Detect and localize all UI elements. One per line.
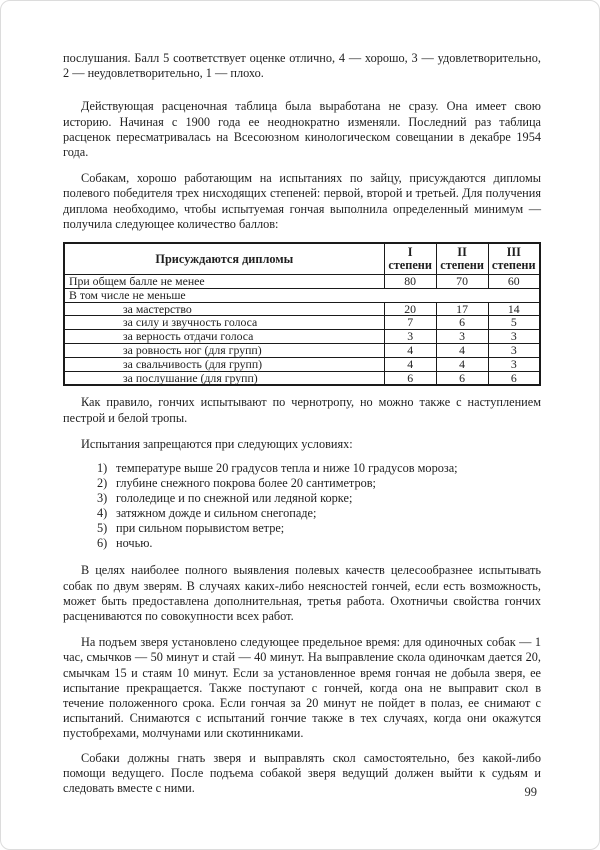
table-row-voice-strength: [64, 316, 540, 330]
row-value: 60: [488, 275, 540, 289]
table-row-obedience: [64, 371, 540, 385]
table-row-mastery: [64, 302, 540, 316]
conditions-list: [63, 461, 541, 550]
row-value: 20: [384, 302, 436, 316]
degree-3-label: степени: [491, 258, 536, 273]
list-item: [97, 476, 541, 491]
row-value: 3: [488, 344, 540, 358]
row-label: за силу и звучность голоса: [64, 316, 384, 330]
row-value: 3: [488, 357, 540, 371]
row-label: за ровность ног (для групп): [64, 344, 384, 358]
paragraph-trail-types: Как правило, гончих испытывают по чернотропу, но можно также с наступлением пестрой и белой тропы.: [63, 395, 541, 425]
paragraph-independence: Собаки должны гнать зверя и выправлять скол самостоятельно, без какой-либо помощи ведущего. После подъема собакой зверя ведущий должен выйти к судьям и следовать вместе с ними.: [63, 750, 541, 796]
row-value: 3: [436, 330, 488, 344]
row-value: 6: [384, 371, 436, 385]
row-value: 4: [436, 357, 488, 371]
list-item: [97, 536, 541, 551]
row-label: за мастерство: [64, 302, 384, 316]
table-row-pack-unity: [64, 357, 540, 371]
list-item-text: при сильном порывистом ветре;: [116, 520, 285, 535]
table-header-row: [64, 243, 540, 275]
row-value: 14: [488, 302, 540, 316]
paragraph-two-beasts: В целях наиболее полного выявления полевых качеств целесообразнее испытывать собак по двум зверям. В случаях каких-либо неясностей гончей, если есть возможность, может быть предоставлена дополнительная, третья работа. Охотничьи свойства гончих расцениваются по совокупности всех работ.: [63, 563, 541, 624]
paragraph-conditions-intro: Испытания запрещаются при следующих условиях:: [81, 436, 353, 451]
row-value: 7: [384, 316, 436, 330]
list-item-text: затяжном дожде и сильном снегопаде;: [116, 505, 317, 520]
paragraph-diplomas-intro: Собакам, хорошо работающим на испытаниях по зайцу, присуждаются дипломы полевого победителя трех нисходящих степеней: первой, второй и третьей. Для получения диплома необходимо, чтобы испытуемая гончая выполнила определенный минимум — получила следующее количество баллов:: [63, 171, 541, 231]
page-number: 99: [524, 785, 537, 799]
row-label: за верность отдачи голоса: [64, 330, 384, 344]
degree-1-numeral: I: [407, 245, 413, 260]
row-value: 4: [436, 344, 488, 358]
row-value: 3: [384, 330, 436, 344]
list-item-number: 6): [97, 535, 108, 550]
table-row-including: [64, 288, 540, 302]
list-item-text: ночью.: [116, 535, 153, 550]
degree-2-numeral: II: [457, 245, 467, 260]
list-item-number: 3): [97, 490, 108, 505]
paragraph-time-limits: На подъем зверя установлено следующее предельное время: для одиночных собак — 1 час, смычков — 50 минут и стай — 40 минут. На выправление скола одиночкам дается 20, смычкам 15 и стаям 10 минут. Если за установленное время гончая не добыла зверя, ее испытание прекращается. Также поступают с гончей, когда она не выправит скол в течение положенного срока. Если гончая за 20 минут не пойдет в полаз, ее снимают с испытаний. Снимаются с испытаний гончие также в тех случаях, когда они окажутся пустобрехами, молчунами или скотинниками.: [63, 635, 541, 741]
row-value: 3: [488, 330, 540, 344]
list-item: [97, 506, 541, 521]
list-item: [97, 461, 541, 476]
list-item-number: 1): [97, 461, 108, 476]
row-value: 17: [436, 302, 488, 316]
list-item-number: 4): [97, 505, 108, 520]
row-value: 80: [384, 275, 436, 289]
table-body: [64, 275, 540, 386]
row-value: 4: [384, 344, 436, 358]
table-header-diplomas: Присуждаются дипломы: [64, 243, 384, 275]
list-item-text: температуре выше 20 градусов тепла и ниже 10 градусов мороза;: [116, 461, 458, 476]
table-row-leg-evenness: [64, 344, 540, 358]
diploma-score-table: [63, 242, 541, 386]
row-value: 5: [488, 316, 540, 330]
row-value: 6: [436, 371, 488, 385]
paragraph-table-history: Действующая расценочная таблица была выработана не сразу. Она имеет свою историю. Начиная с 1900 года ее неоднократно изменяли. Последний раз таблица расценок пересматривалась на Всесоюзном кинологическом совещании в декабре 1954 года.: [63, 99, 541, 160]
paragraph-grade-scale: послушания. Балл 5 соответствует оценке отлично, 4 — хорошо, 3 — удовлетворительно, 2 — неудовлетворительно, 1 — плохо.: [63, 51, 541, 81]
list-item-number: 5): [97, 520, 108, 535]
row-value: 4: [384, 357, 436, 371]
row-value: 6: [488, 371, 540, 385]
page-content: [63, 51, 541, 807]
row-value: 6: [436, 316, 488, 330]
degree-1-label: степени: [388, 258, 432, 273]
table-row-total: [64, 275, 540, 289]
degree-2-label: степени: [440, 258, 484, 273]
list-item-text: глубине снежного покрова более 20 сантиметров;: [116, 475, 376, 490]
row-value: 70: [436, 275, 488, 289]
list-item: [97, 491, 541, 506]
list-item-number: 2): [97, 475, 108, 490]
table-header-degree-1: [384, 243, 436, 275]
table-header-degree-3: [488, 243, 540, 275]
table-row-voice-accuracy: [64, 330, 540, 344]
row-label: В том числе не меньше: [64, 288, 540, 302]
list-item: [97, 521, 541, 536]
row-label: за послушание (для групп): [64, 371, 384, 385]
row-label: за свальчивость (для групп): [64, 357, 384, 371]
degree-3-numeral: III: [506, 245, 521, 260]
table-header-degree-2: [436, 243, 488, 275]
list-item-text: гололедице и по снежной или ледяной корке;: [116, 490, 353, 505]
table-head: [64, 243, 540, 275]
row-label: При общем балле не менее: [64, 275, 384, 289]
